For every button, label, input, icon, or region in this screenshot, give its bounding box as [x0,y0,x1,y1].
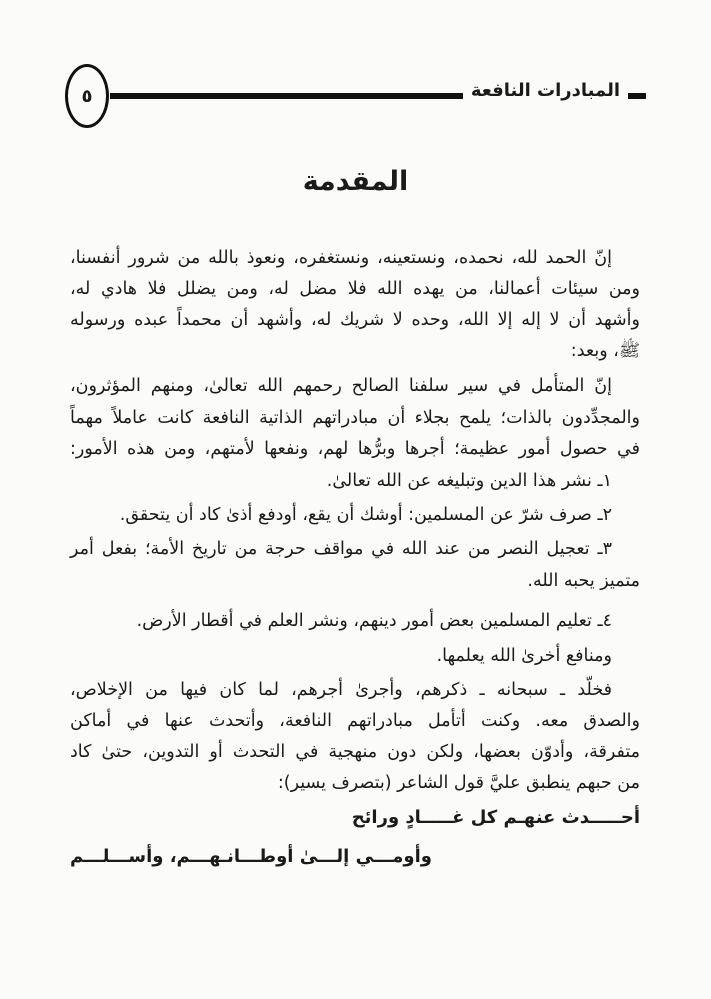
text-line: فخلّد ـ سبحانه ـ ذكرهم، وأجرىٰ أجرهم، لما كان فيها من الإخلاص، [70,680,612,700]
text-line: في حصول أمور عظيمة؛ أجرها وبرُّها لهم، ونفعها لأمتهم، ومن هذه الأمور: [70,439,640,459]
chapter-title: المقدمة [302,166,409,197]
text-line: إنّ الحمد لله، نحمده، ونستعينه، ونستغفره، ونعوذ بالله من شرور أنفسنا، [70,248,612,268]
text-line: والصدق معه. وكنت أتأمل مبادراتهم النافعة، وأتحدث عنها في أماكن [70,711,640,731]
text-line: إنّ المتأمل في سير سلفنا الصالح رحمهم الله تعالىٰ، ومنهم المؤثرون، [70,376,612,396]
list-item: ٢ـ صرف شرّ عن المسلمين: أوشك أن يقع، أودفع أذىٰ كاد أن يتحقق. [119,505,612,525]
running-title: المبادرات النافعة [463,80,628,101]
text-line: ومن سيئات أعمالنا، من يهده الله فلا مضل له، ومن يضلل فلا هادي له، [70,279,640,299]
text-line: والمجدِّدون بالذات؛ يلمح بجلاء أن مبادراتهم الذاتية النافعة كانت عاملاً مهماً [70,408,640,428]
text-line: وأشهد أن لا إله إلا الله، وحده لا شريك له، وأشهد أن محمداً عبده ورسوله [70,310,640,330]
header-dash [628,93,646,99]
list-item: ٤ـ تعليم المسلمين بعض أمور دينهم، ونشر العلم في أقطار الأرض. [136,611,612,631]
text-line: من حبهم ينطبق عليَّ قول الشاعر (بتصرف يسير): [277,773,640,793]
verse-line: وأومـــي إلـــىٰ أوطـــانـهـــم، وأســـلـــم [70,846,432,867]
list-item: ١ـ نشر هذا الدين وتبليغه عن الله تعالىٰ. [326,471,612,491]
text-line: متميز يحبه الله. [527,571,640,591]
verse-line: أحـــــدث عنهـم كل غـــــادٍ ورائح [351,807,640,828]
text-line: متفرقة، وأدوّن بعضها، ولكن دون منهجية في التحدث أو التدوين، حتىٰ كاد [70,742,640,762]
text-line: ﷺ، وبعد: [570,341,640,361]
text-line: ومنافع أخرىٰ الله يعلمها. [436,646,612,666]
list-item: ٣ـ تعجيل النصر من عند الله في مواقف حرجة من تاريخ الأمة؛ بفعل أمر [70,539,612,559]
page-number: ٥ [65,64,109,128]
